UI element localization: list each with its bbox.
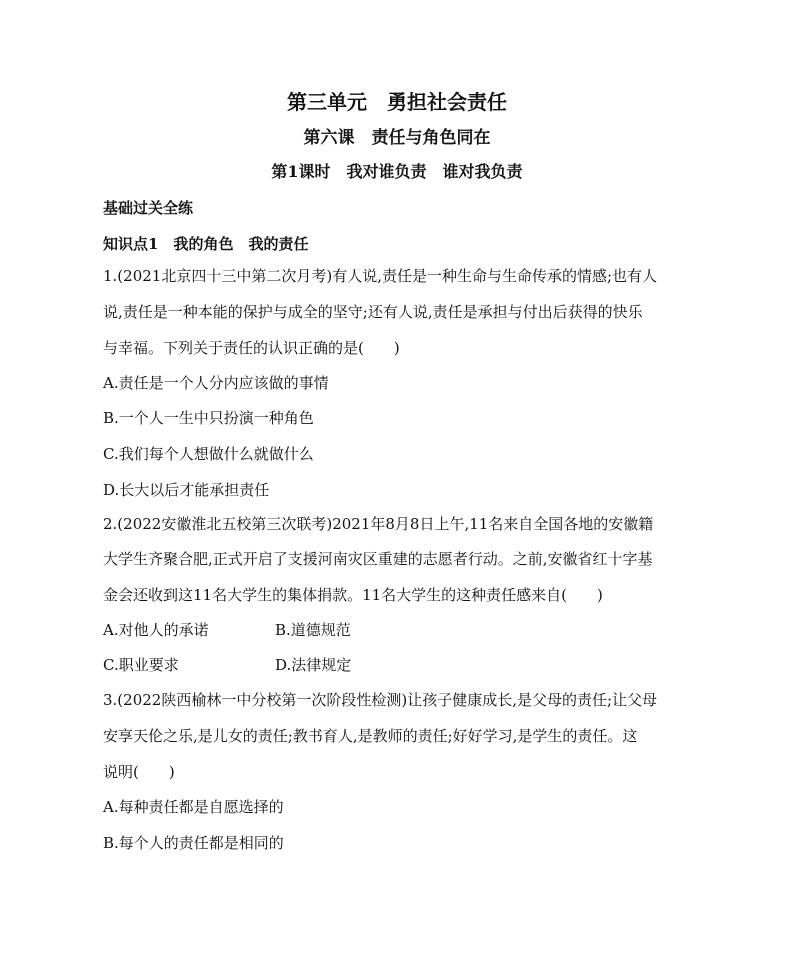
- q2-option-d: D.法律规定: [275, 656, 352, 674]
- q1-stem-line-1: 1.(2021北京四十三中第二次月考)有人说,责任是一种生命与生命传承的情感;也有人: [103, 267, 658, 285]
- knowledge-point-heading: 知识点1 我的角色 我的责任: [103, 235, 309, 253]
- q2-option-b: B.道德规范: [275, 621, 351, 639]
- unit-title: 第三单元 勇担社会责任: [287, 90, 507, 114]
- q1-stem-line-2: 说,责任是一种本能的保护与成全的坚守;还有人说,责任是承担与付出后获得的快乐: [103, 303, 643, 321]
- q3-stem-line-1: 3.(2022陕西榆林一中分校第一次阶段性检测)让孩子健康成长,是父母的责任;让父母: [103, 691, 658, 709]
- q3-option-a: A.每种责任都是自愿选择的: [103, 798, 284, 816]
- q1-option-c: C.我们每个人想做什么就做什么: [103, 445, 314, 463]
- q2-stem-line-3: 金会还收到这11名大学生的集体捐款。11名大学生的这种责任感来自( ): [103, 586, 603, 604]
- section-heading: 基础过关全练: [103, 199, 194, 217]
- q3-stem-line-2: 安享天伦之乐,是儿女的责任;教书育人,是教师的责任;好好学习,是学生的责任。这: [103, 727, 638, 745]
- lesson-title: 第六课 责任与角色同在: [303, 128, 491, 148]
- q2-stem-line-1: 2.(2022安徽淮北五校第三次联考)2021年8月8日上午,11名来自全国各地的安徽籍: [103, 515, 654, 533]
- q2-stem-line-2: 大学生齐聚合肥,正式开启了支援河南灾区重建的志愿者行动。之前,安徽省红十字基: [103, 550, 653, 568]
- period-title: 第1课时 我对谁负责 谁对我负责: [271, 162, 523, 181]
- q1-option-d: D.长大以后才能承担责任: [103, 481, 270, 499]
- q1-stem-line-3: 与幸福。下列关于责任的认识正确的是( ): [103, 339, 400, 357]
- q3-option-b: B.每个人的责任都是相同的: [103, 834, 284, 852]
- q1-option-a: A.责任是一个人分内应该做的事情: [103, 374, 329, 392]
- q2-option-c: C.职业要求: [103, 656, 179, 674]
- q3-stem-line-3: 说明( ): [103, 763, 175, 781]
- q2-option-a: A.对他人的承诺: [103, 621, 209, 639]
- q1-option-b: B.一个人一生中只扮演一种角色: [103, 409, 314, 427]
